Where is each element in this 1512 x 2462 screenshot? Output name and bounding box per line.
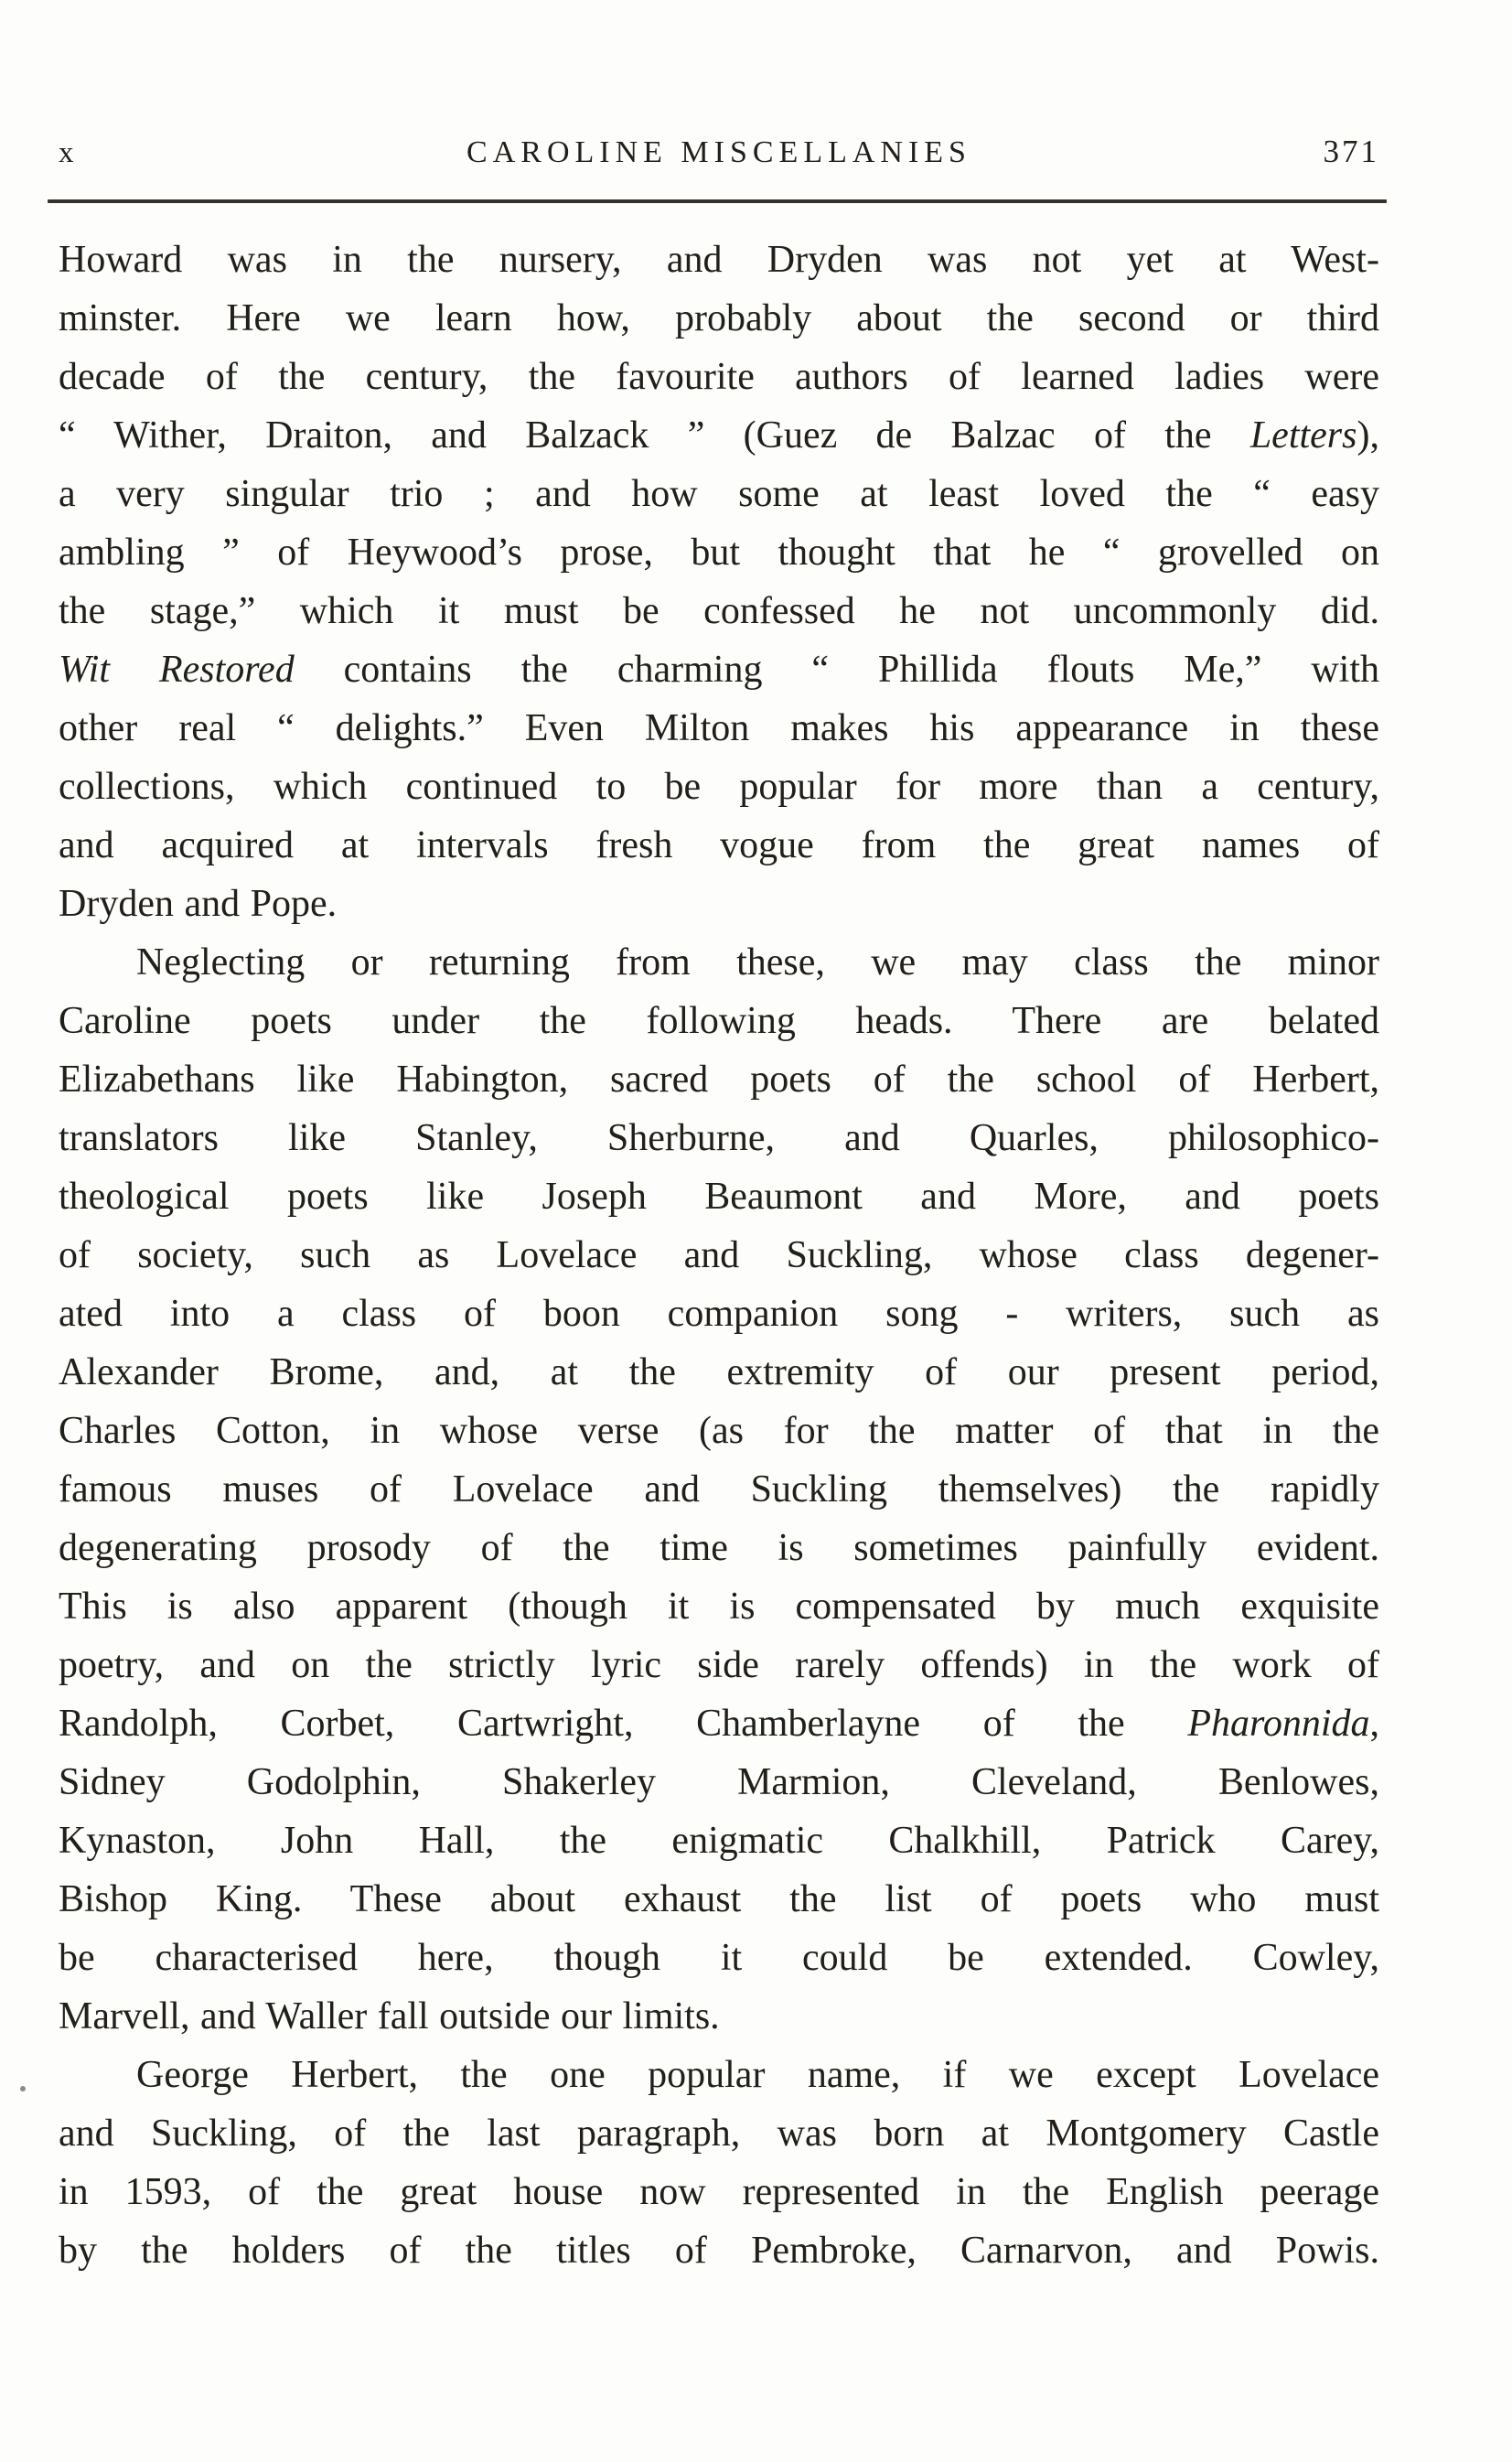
text-line [59, 2221, 1379, 2280]
text-segment: degenerating prosody of the time is sometimes painfully evident. [59, 1527, 1379, 1569]
text-line [59, 1343, 1379, 1402]
text-line [59, 1402, 1379, 1460]
text-line [59, 1870, 1379, 1929]
text-line [59, 2046, 1379, 2104]
text-line [59, 699, 1379, 758]
text-line [59, 348, 1379, 406]
text-segment: be characterised here, though it could be extended. Cowley, [59, 1937, 1379, 1979]
text-segment: minster. Here we learn how, probably about the second or third [59, 297, 1379, 339]
text-segment: George Herbert, the one popular name, if we except Lovelace [136, 2054, 1379, 2096]
page-header [59, 126, 1379, 174]
italic-text: Wit Restored [59, 649, 295, 691]
text-line [59, 231, 1379, 289]
text-line [59, 1285, 1379, 1343]
text-segment: theological poets like Joseph Beaumont and More, and poets [59, 1176, 1379, 1218]
scan-artifact-dot [20, 2086, 26, 2091]
text-segment: Howard was in the nursery, and Dryden was not yet at West- [59, 239, 1379, 281]
text-segment: Randolph, Corbet, Cartwright, Chamberlayne of the [59, 1703, 1188, 1745]
text-segment: famous muses of Lovelace and Suckling themselves) the rapidly [59, 1468, 1379, 1511]
page-number: 371 [1323, 134, 1379, 169]
text-line [59, 1577, 1379, 1636]
folio-left: x [59, 136, 75, 169]
text-line [59, 816, 1379, 875]
text-segment: translators like Stanley, Sherburne, and Quarles, philosophico- [59, 1117, 1379, 1159]
text-segment: Kynaston, John Hall, the enigmatic Chalkhill, Patrick Carey, [59, 1820, 1379, 1862]
running-title: CAROLINE MISCELLANIES [466, 135, 971, 169]
paragraph [59, 933, 1379, 2046]
text-segment: contains the charming “ Phillida flouts Me,” with [294, 649, 1379, 691]
paragraph [59, 2046, 1379, 2280]
text-segment: Bishop King. These about exhaust the list of poets who must [59, 1878, 1379, 1920]
text-line [59, 2104, 1379, 2163]
text-line [59, 523, 1379, 582]
text-block [59, 231, 1379, 2280]
text-line [59, 582, 1379, 640]
text-segment: collections, which continued to be popular for more than a century, [59, 766, 1379, 808]
text-segment: the stage,” which it must be confessed he not uncommonly did. [59, 590, 1379, 632]
text-segment: ambling ” of Heywood’s prose, but thought that he “ grovelled on [59, 532, 1379, 574]
text-line [59, 1050, 1379, 1109]
text-line [59, 1812, 1379, 1870]
text-line [59, 2163, 1379, 2221]
header-rule [48, 199, 1387, 203]
text-line [59, 1753, 1379, 1812]
text-segment: “ Wither, Draiton, and Balzack ” (Guez de Balzac of the [59, 414, 1250, 457]
text-segment: This is also apparent (though it is compensated by much exquisite [59, 1586, 1379, 1628]
text-segment: and acquired at intervals fresh vogue from the great names of [59, 824, 1379, 866]
text-segment: a very singular trio ; and how some at least loved the “ easy [59, 473, 1379, 515]
text-segment: of society, such as Lovelace and Suckling, whose class degener- [59, 1234, 1379, 1276]
text-line [59, 1109, 1379, 1167]
text-segment: poetry, and on the strictly lyric side rarely offends) in the work of [59, 1644, 1379, 1686]
text-segment: Neglecting or returning from these, we may class the minor [136, 941, 1379, 984]
text-segment: ated into a class of boon companion song - writers, such as [59, 1293, 1379, 1335]
text-line [59, 1519, 1379, 1577]
text-line [59, 758, 1379, 816]
italic-text: Letters [1249, 414, 1357, 457]
text-line [59, 640, 1379, 699]
text-line [59, 1636, 1379, 1694]
text-segment: in 1593, of the great house now represented in the English peerage [59, 2171, 1379, 2213]
text-line [59, 875, 1379, 933]
text-segment: Marvell, and Waller fall outside our limits. [59, 1995, 720, 2037]
text-segment: other real “ delights.” Even Milton makes his appearance in these [59, 707, 1379, 749]
text-segment: , [1369, 1703, 1379, 1745]
text-line [59, 1167, 1379, 1226]
paragraph [59, 231, 1379, 933]
text-line [59, 289, 1379, 348]
text-segment: Charles Cotton, in whose verse (as for the matter of that in the [59, 1410, 1379, 1452]
text-line [59, 1694, 1379, 1753]
text-line [59, 1226, 1379, 1285]
text-line [59, 992, 1379, 1050]
text-segment: ), [1357, 414, 1379, 457]
text-line [59, 1929, 1379, 1987]
text-line [59, 1987, 1379, 2046]
text-segment: Alexander Brome, and, at the extremity of our present period, [59, 1351, 1379, 1393]
text-segment: Caroline poets under the following heads. There are belated [59, 1000, 1379, 1042]
text-line [59, 1460, 1379, 1519]
italic-text: Pharonnida [1187, 1703, 1370, 1745]
text-line [59, 933, 1379, 992]
text-line [59, 465, 1379, 523]
text-segment: Elizabethans like Habington, sacred poets of the school of Herbert, [59, 1059, 1379, 1101]
text-segment: by the holders of the titles of Pembroke, Carnarvon, and Powis. [59, 2230, 1379, 2272]
text-segment: Dryden and Pope. [59, 883, 338, 925]
text-segment: decade of the century, the favourite authors of learned ladies were [59, 356, 1379, 398]
text-segment: Sidney Godolphin, Shakerley Marmion, Cleveland, Benlowes, [59, 1761, 1379, 1803]
text-line [59, 406, 1379, 465]
text-segment: and Suckling, of the last paragraph, was born at Montgomery Castle [59, 2113, 1379, 2155]
